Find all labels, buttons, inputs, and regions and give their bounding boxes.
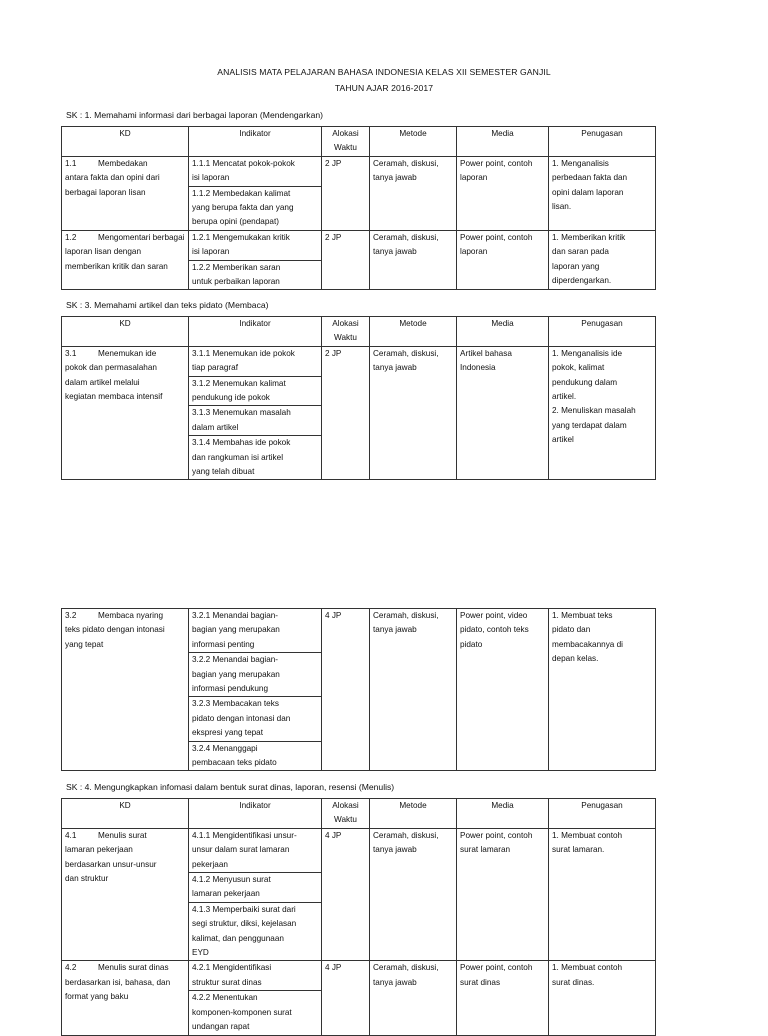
header-cell-kd (62, 317, 189, 347)
text-line: teks pidato dengan intonasi (65, 625, 165, 635)
text-line: tanya jawab (373, 247, 417, 257)
text-line: laporan (460, 247, 488, 257)
text-line: Power point, contoh (460, 158, 533, 168)
kd-first-line (65, 347, 185, 361)
metode-cell (370, 346, 457, 480)
text-line: berbagai laporan lisan (65, 187, 146, 197)
text-line: memberikan kritik dan saran (65, 261, 168, 271)
kd-number: 3.1 (65, 348, 77, 358)
table-row (62, 230, 656, 290)
analysis-table (61, 126, 656, 290)
text-line: Ceramah, diskusi, (373, 348, 439, 358)
text-line: pidato (460, 639, 483, 649)
penugasan-cell (549, 230, 656, 290)
text-line: 3.2.1 Menandai bagian- (192, 611, 279, 620)
indikator-cell (189, 828, 322, 961)
header-label: Metode (399, 129, 427, 138)
header-label: Alokasi (332, 801, 359, 810)
text-line: artikel. (552, 392, 577, 402)
text-line: pendukung dalam (552, 377, 618, 387)
text-line: lamaran pekerjaan (65, 845, 133, 855)
header-label: Media (491, 319, 514, 328)
indicator-item (189, 742, 321, 771)
text-line: yang tepat (65, 639, 104, 649)
alokasi-cell: 4 JP (322, 828, 370, 961)
text-line: informasi penting (192, 639, 255, 649)
text-line: Power point, video (460, 611, 528, 620)
table-row (62, 609, 656, 771)
indicator-item (189, 697, 321, 741)
text-line: berdasarkan isi, bahasa, dan (65, 977, 171, 987)
header-cell-kd (62, 799, 189, 829)
text-line: 4.1.3 Memperbaiki surat dari (192, 904, 296, 914)
penugasan-cell (549, 156, 656, 230)
indicator-item (189, 187, 321, 230)
text-line: 3.2.2 Menandai bagian- (192, 655, 279, 665)
media-cell (457, 609, 549, 771)
indicator-item (189, 261, 321, 290)
text-line: bagian yang merupakan (192, 669, 280, 679)
text-line: pokok dan permasalahan (65, 363, 157, 373)
header-label: Waktu (334, 815, 357, 825)
text-line: unsur dalam surat lamaran (192, 845, 290, 855)
kd-cell (62, 609, 189, 771)
indicator-item (189, 873, 321, 903)
text-line: surat lamaran (460, 845, 511, 855)
indicator-item (189, 231, 321, 261)
text-line: tiap paragraf (192, 363, 238, 373)
text-line: 1.1.1 Mencatat pokok-pokok (192, 158, 295, 168)
text-line: undangan rapat (192, 1022, 250, 1032)
text-line: komponen-komponen surat (192, 1007, 292, 1017)
header-label: Media (491, 129, 514, 138)
text-line: laporan yang (552, 261, 600, 271)
header-cell-media (457, 317, 549, 347)
text-line: 1. Membuat contoh (552, 963, 623, 973)
indikator-cell (189, 346, 322, 480)
header-cell-metode (370, 799, 457, 829)
penugasan-cell (549, 609, 656, 771)
text-line: laporan lisan dengan (65, 247, 142, 257)
text-line: tanya jawab (373, 977, 417, 987)
indicator-item (189, 991, 321, 1034)
header-label: Alokasi (332, 319, 359, 328)
text-line: 1.1.2 Membedakan kalimat (192, 188, 291, 198)
kd-head: Mengomentari berbagai (98, 232, 185, 242)
text-line: isi laporan (192, 247, 230, 257)
text-line: antara fakta dan opini dari (65, 173, 160, 183)
indicator-item (189, 406, 321, 436)
text-line: 4.1.1 Mengidentifikasi unsur- (192, 830, 297, 840)
text-line: Power point, contoh (460, 963, 533, 973)
kd-first-line (65, 961, 185, 975)
text-line: laporan (460, 173, 488, 183)
indicator-item (189, 157, 321, 187)
text-line: yang berupa fakta dan yang (192, 203, 294, 213)
kd-head: Membedakan (98, 158, 148, 168)
header-cell-alokasi (322, 127, 370, 157)
text-line: tanya jawab (373, 363, 417, 373)
header-label: Penugasan (581, 129, 623, 138)
header-cell-media (457, 799, 549, 829)
text-line: Artikel bahasa (460, 348, 512, 358)
text-line: membacakannya di (552, 639, 623, 649)
text-line: pembacaan teks pidato (192, 758, 277, 768)
text-line: segi struktur, diksi, kejelasan (192, 919, 297, 929)
text-line: berdasarkan unsur-unsur (65, 859, 157, 869)
kd-first-line (65, 609, 185, 623)
alokasi-cell: 4 JP (322, 961, 370, 1035)
media-cell (457, 828, 549, 961)
kd-cell (62, 156, 189, 230)
text-line: 3.1.4 Membahas ide pokok (192, 438, 291, 448)
header-label: Penugasan (581, 801, 623, 810)
header-cell-indikator (189, 799, 322, 829)
kd-number: 1.2 (65, 232, 77, 242)
text-line: diperdengarkan. (552, 276, 612, 286)
header-cell-indikator (189, 317, 322, 347)
kd-cell (62, 828, 189, 961)
text-line: tanya jawab (373, 845, 417, 855)
text-line: Ceramah, diskusi, (373, 232, 439, 242)
indicator-item (189, 961, 321, 991)
text-line: 1. Menganalisis (552, 158, 609, 168)
text-line: perbedaan fakta dan (552, 173, 628, 183)
text-line: pekerjaan (192, 859, 228, 869)
header-label: Waktu (334, 143, 357, 153)
text-line: Ceramah, diskusi, (373, 611, 439, 620)
analysis-table (61, 608, 656, 771)
indicator-item (189, 609, 321, 653)
text-line: format yang baku (65, 992, 129, 1002)
text-line: untuk perbaikan laporan (192, 277, 280, 287)
text-line: EYD (192, 948, 209, 958)
kd-number: 3.2 (65, 611, 77, 620)
header-label: KD (119, 129, 131, 138)
media-cell (457, 346, 549, 480)
penugasan-cell (549, 828, 656, 961)
penugasan-cell (549, 346, 656, 480)
text-line: surat dinas (460, 977, 501, 987)
sk-heading: SK : 3. Memahami artikel dan teks pidato (Membaca) (66, 300, 269, 310)
doc-title-line2: TAHUN AJAR 2016-2017 (334, 83, 434, 93)
text-line: 4.2.2 Menentukan (192, 993, 258, 1003)
header-label: Penugasan (581, 319, 623, 328)
text-line: surat dinas. (552, 977, 595, 987)
header-label: Waktu (334, 333, 357, 343)
indikator-cell (189, 609, 322, 771)
header-label: KD (119, 319, 131, 328)
text-line: dalam artikel (192, 422, 239, 432)
kd-head: Menemukan ide (98, 348, 157, 358)
analysis-table (61, 316, 656, 480)
text-line: pokok, kalimat (552, 363, 605, 373)
indicator-item (189, 829, 321, 873)
header-row (62, 127, 656, 157)
indicator-item (189, 347, 321, 377)
header-label: KD (119, 801, 131, 810)
analysis-table (61, 798, 656, 1036)
text-line: Power point, contoh (460, 830, 533, 840)
text-line: kegiatan membaca intensif (65, 392, 163, 402)
kd-number: 1.1 (65, 158, 77, 168)
text-line: Ceramah, diskusi, (373, 158, 439, 168)
metode-cell (370, 828, 457, 961)
metode-cell (370, 156, 457, 230)
text-line: 4.1.2 Menyusun surat (192, 875, 271, 885)
text-line: 1. Membuat teks (552, 611, 613, 620)
header-cell-alokasi (322, 317, 370, 347)
header-label: Media (491, 801, 514, 810)
header-row (62, 799, 656, 829)
text-line: dalam artikel melalui (65, 377, 140, 387)
header-row (62, 317, 656, 347)
table-row (62, 828, 656, 961)
table-row (62, 156, 656, 230)
text-line: pidato dengan intonasi dan (192, 713, 291, 723)
text-line: 3.2.4 Menanggapi (192, 743, 258, 753)
text-line: dan rangkuman isi artikel (192, 452, 284, 462)
text-line: lisan. (552, 202, 572, 212)
kd-head: Menulis surat (98, 830, 147, 840)
alokasi-cell: 2 JP (322, 156, 370, 230)
alokasi-cell: 2 JP (322, 230, 370, 290)
text-line: pidato dan (552, 625, 591, 635)
text-line: 1.2.2 Memberikan saran (192, 262, 281, 272)
text-line: 3.2.3 Membacakan teks (192, 699, 279, 709)
text-line: 3.1.1 Menemukan ide pokok (192, 348, 295, 358)
text-line: Ceramah, diskusi, (373, 830, 439, 840)
text-line: surat lamaran. (552, 845, 605, 855)
media-cell (457, 230, 549, 290)
header-cell-indikator (189, 127, 322, 157)
indikator-cell (189, 156, 322, 230)
text-line: dan struktur (65, 874, 109, 884)
alokasi-cell: 2 JP (322, 346, 370, 480)
text-line: Indonesia (460, 363, 496, 373)
indicator-item (189, 377, 321, 407)
text-line: isi laporan (192, 173, 230, 183)
kd-head: Membaca nyaring (98, 611, 164, 620)
header-label: Alokasi (332, 129, 359, 138)
text-line: lamaran pekerjaan (192, 889, 260, 899)
text-line: berupa opini (pendapat) (192, 217, 279, 227)
indicator-item (189, 436, 321, 479)
alokasi-cell: 4 JP (322, 609, 370, 771)
text-line: 1. Membuat contoh (552, 830, 623, 840)
kd-number: 4.2 (65, 963, 77, 973)
sk-heading: SK : 1. Memahami informasi dari berbagai laporan (Mendengarkan) (66, 110, 323, 120)
text-line: yang telah dibuat (192, 467, 255, 477)
text-line: struktur surat dinas (192, 977, 262, 987)
kd-number: 4.1 (65, 830, 77, 840)
kd-cell (62, 346, 189, 480)
kd-first-line (65, 829, 185, 843)
header-cell-kd (62, 127, 189, 157)
header-cell-media (457, 127, 549, 157)
table-row (62, 346, 656, 480)
text-line: bagian yang merupakan (192, 625, 280, 635)
text-line: opini dalam laporan (552, 187, 624, 197)
kd-head: Menulis surat dinas (98, 963, 169, 973)
header-cell-metode (370, 127, 457, 157)
metode-cell (370, 609, 457, 771)
text-line: 3.1.3 Menemukan masalah (192, 408, 291, 418)
header-label: Metode (399, 801, 427, 810)
text-line: tanya jawab (373, 173, 417, 183)
header-cell-alokasi (322, 799, 370, 829)
text-line: kalimat, dan penggunaan (192, 933, 284, 943)
text-line: 2. Menuliskan masalah (552, 406, 636, 416)
text-line: pidato, contoh teks (460, 625, 529, 635)
metode-cell (370, 230, 457, 290)
text-line: yang terdapat dalam (552, 420, 627, 430)
indicator-item (189, 903, 321, 961)
text-line: ekspresi yang tepat (192, 728, 264, 738)
text-line: 1.2.1 Mengemukakan kritik (192, 232, 290, 242)
text-line: informasi pendukung (192, 684, 269, 694)
header-cell-metode (370, 317, 457, 347)
indikator-cell (189, 230, 322, 290)
sk-heading: SK : 4. Mengungkapkan infomasi dalam bentuk surat dinas, laporan, resensi (Menulis) (66, 782, 395, 792)
text-line: tanya jawab (373, 625, 417, 635)
text-line: dan saran pada (552, 247, 609, 257)
text-line: 4.2.1 Mengidentifikasi (192, 963, 272, 973)
text-line: depan kelas. (552, 654, 599, 664)
header-label: Indikator (239, 129, 271, 138)
text-line: 3.1.2 Menemukan kalimat (192, 378, 286, 388)
header-cell-penugasan (549, 317, 656, 347)
text-line: 1. Memberikan kritik (552, 232, 626, 242)
kd-first-line (65, 231, 185, 245)
text-line: 1. Menganalisis ide (552, 348, 623, 358)
header-label: Indikator (239, 801, 271, 810)
header-cell-penugasan (549, 799, 656, 829)
header-cell-penugasan (549, 127, 656, 157)
text-line: Ceramah, diskusi, (373, 963, 439, 973)
doc-title-line1: ANALISIS MATA PELAJARAN BAHASA INDONESIA KELAS XII SEMESTER GANJIL (217, 67, 551, 77)
text-line: Power point, contoh (460, 232, 533, 242)
kd-first-line (65, 157, 185, 171)
header-label: Metode (399, 319, 427, 328)
indicator-item (189, 653, 321, 697)
text-line: pendukung ide pokok (192, 393, 270, 403)
kd-cell (62, 230, 189, 290)
header-label: Indikator (239, 319, 271, 328)
media-cell (457, 156, 549, 230)
text-line: artikel (552, 435, 574, 445)
